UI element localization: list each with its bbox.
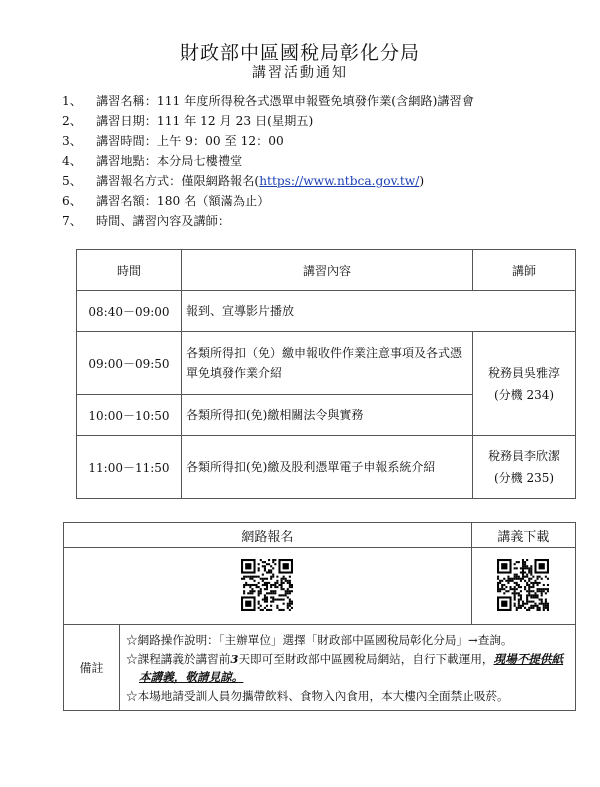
- page-subtitle: 講習活動通知: [252, 65, 348, 81]
- registration-qr-cell: [64, 548, 472, 625]
- notes-label: 備註: [64, 625, 120, 711]
- row-time: 09:00－09:50: [77, 332, 182, 395]
- row-content: 各類所得扣（免）繳申報收件作業注意事項及各式憑單免填發作業介紹: [182, 332, 473, 395]
- download-qr-cell: [471, 548, 575, 625]
- info-item-name: 1、 講習名稱：111 年度所得稅各式憑單申報暨免填發作業(含網路)講習會: [62, 94, 474, 108]
- row-content: 各類所得扣(免)繳及股利憑單電子申報系統介紹: [182, 436, 473, 499]
- qr-code-icon[interactable]: [241, 559, 293, 611]
- header-lecturer: 講師: [473, 250, 576, 291]
- info-item-location: 4、 講習地點：本分局七樓禮堂: [62, 154, 243, 168]
- lecturer-cell: [473, 332, 576, 436]
- qr-row: [64, 548, 576, 625]
- lecturer-extension: (分機 235): [493, 471, 555, 485]
- schedule-header-row: [77, 250, 576, 291]
- info-item-quota: 6、 講習名額：180 名（額滿為止）: [62, 194, 270, 208]
- info-list: [62, 91, 582, 231]
- info-item-date: 2、 講習日期：111 年 12 月 23 日(星期五): [62, 114, 314, 128]
- online-registration-label: 網路報名: [64, 523, 472, 548]
- info-item-schedule-heading: 7、 時間、講習內容及講師：: [62, 214, 231, 228]
- schedule-table: [76, 249, 576, 499]
- note-item: ☆網路操作說明：「主辦單位」選擇「財政部中區國稅局彰化分局」→查詢。: [126, 633, 513, 647]
- registration-table: [63, 522, 576, 711]
- header-content: 講習內容: [182, 250, 473, 291]
- registration-header-row: [64, 523, 576, 548]
- info-item-time: 3、 講習時間：上午 9：00 至 12：00: [62, 134, 284, 148]
- note-item: ☆本場地請受訓人員勿攜帶飲料、食物入內食用，本大樓內全面禁止吸菸。: [126, 689, 509, 703]
- lecturer-name: 稅務員李欣潔: [487, 449, 560, 463]
- row-time: 10:00－10:50: [77, 395, 182, 436]
- table-row: [77, 332, 576, 395]
- row-time: 11:00－11:50: [77, 436, 182, 499]
- lecturer-cell: [473, 436, 576, 499]
- row-content: 各類所得扣(免)繳相關法令與實務: [182, 395, 473, 436]
- handout-download-label: 講義下載: [471, 523, 575, 548]
- qr-code-icon[interactable]: [497, 559, 549, 611]
- lecturer-name: 稅務員吳雅淳: [487, 365, 560, 380]
- registration-link[interactable]: https://www.ntbca.gov.tw/: [259, 174, 420, 188]
- header-time: 時間: [77, 250, 182, 291]
- row-time: 08:40－09:00: [77, 291, 182, 332]
- notes-row: [64, 625, 576, 711]
- info-item-registration: 5、 講習報名方式：僅限網路報名(https://www.ntbca.gov.tw/): [62, 174, 425, 188]
- table-row: [77, 436, 576, 499]
- lecturer-extension: (分機 234): [493, 387, 555, 402]
- page-title: 財政部中區國稅局彰化分局: [179, 42, 420, 64]
- notes-cell: [120, 625, 576, 711]
- note-item: ☆課程講義於講習前3天即可至財政部中區國稅局網站，自行下載運用，現場不提供紙本講義，敬請見諒。: [126, 652, 564, 684]
- table-row: [77, 291, 576, 332]
- row-content: 報到、宣導影片播放: [182, 291, 576, 332]
